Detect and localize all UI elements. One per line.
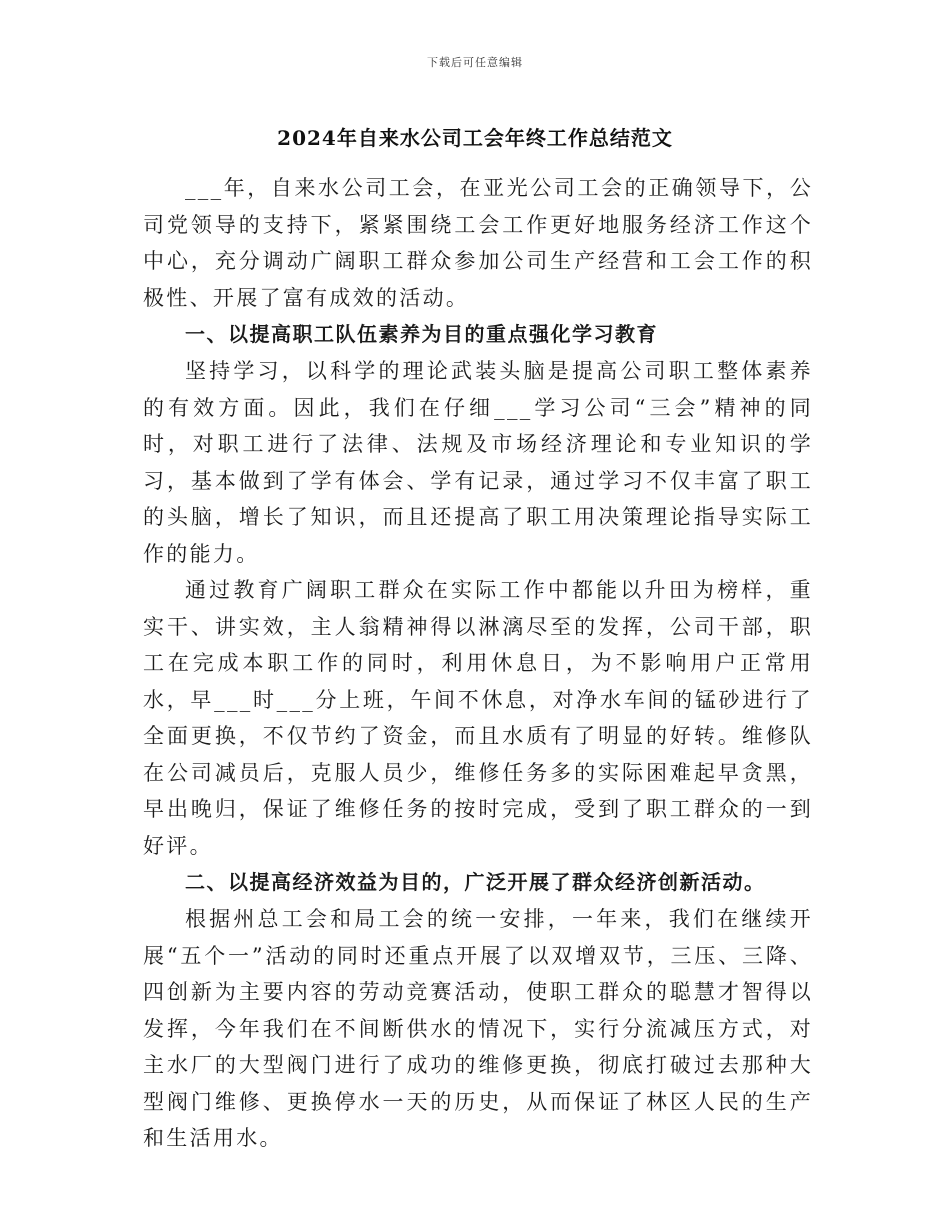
intro-paragraph (143, 170, 813, 316)
section-2-heading: 二、以提高经济效益为目的，广泛开展了群众经济创新活动。 (185, 870, 766, 894)
section-1-paragraph-2-part-3: 分上班，午间不休息，对净水车间的锰砂进行了全面更换，不仅节约了资金，而且水质有了明显的好转。维修队在公司减员后，克服人员少，维修任务多的实际困难起早贪黑，早出晚归，保证了维修任务的按时完成，受到了职工群众的一到好评。 (143, 687, 813, 858)
section-1-paragraph-2 (143, 572, 813, 864)
section-1-heading: 一、以提高职工队伍素养为目的重点强化学习教育 (185, 322, 658, 346)
section-1-paragraph-2-blank-1: ___ (214, 687, 253, 712)
section-1-paragraph-1-part-2: 学习公司“三会”精神的同时，对职工进行了法律、法规及市场经济理论和专业知识的学习，基本做到了学有体会、学有记录，通过学习不仅丰富了职工的头脑，增长了知识，而且还提高了职工用决策理论指导实际工作的能力。 (143, 395, 813, 566)
document-body (143, 170, 813, 1157)
header-note: 下载后可任意编辑 (427, 56, 523, 69)
section-1-paragraph-2-blank-2: ___ (276, 687, 316, 712)
section-1-paragraph-2-part-2: 时 (252, 687, 277, 712)
intro-text: 年，自来水公司工会，在亚光公司工会的正确领导下，公司党领导的支持下，紧紧围绕工会工作更好地服务经济工作这个中心，充分调动广阔职工群众参加公司生产经营和工会工作的积极性、开展了富有成效的活动。 (143, 176, 813, 310)
section-2-paragraph-1: 根据州总工会和局工会的统一安排，一年来，我们在继续开展“五个一”活动的同时还重点开展了以双增双节，三压、三降、四创新为主要内容的劳动竞赛活动，使职工群众的聪慧才智得以发挥，今年我们在不间断供水的情况下，实行分流减压方式，对主水厂的大型阀门进行了成功的维修更换，彻底打破过去那种大型阀门维修、更换停水一天的历史，从而保证了林区人民的生产和生活用水。 (143, 907, 813, 1150)
document-title: 2024年自来水公司工会年终工作总结范文 (277, 126, 673, 150)
section-1-paragraph-1-blank: ___ (494, 395, 533, 420)
intro-blank: ___ (185, 176, 224, 200)
section-1-paragraph-2-part-1: 通过教育广阔职工群众在实际工作中都能以升田为榜样，重实干、讲实效，主人翁精神得以淋漓尽至的发挥，公司干部，职工在完成本职工作的同时，利用休息日，为不影响用户正常用水，早 (143, 578, 813, 712)
section-1-paragraph-1-part-1: 坚持学习，以科学的理论武装头脑是提高公司职工整体素养的有效方面。因此，我们在仔细 (143, 359, 813, 420)
section-1-paragraph-1 (143, 353, 813, 572)
